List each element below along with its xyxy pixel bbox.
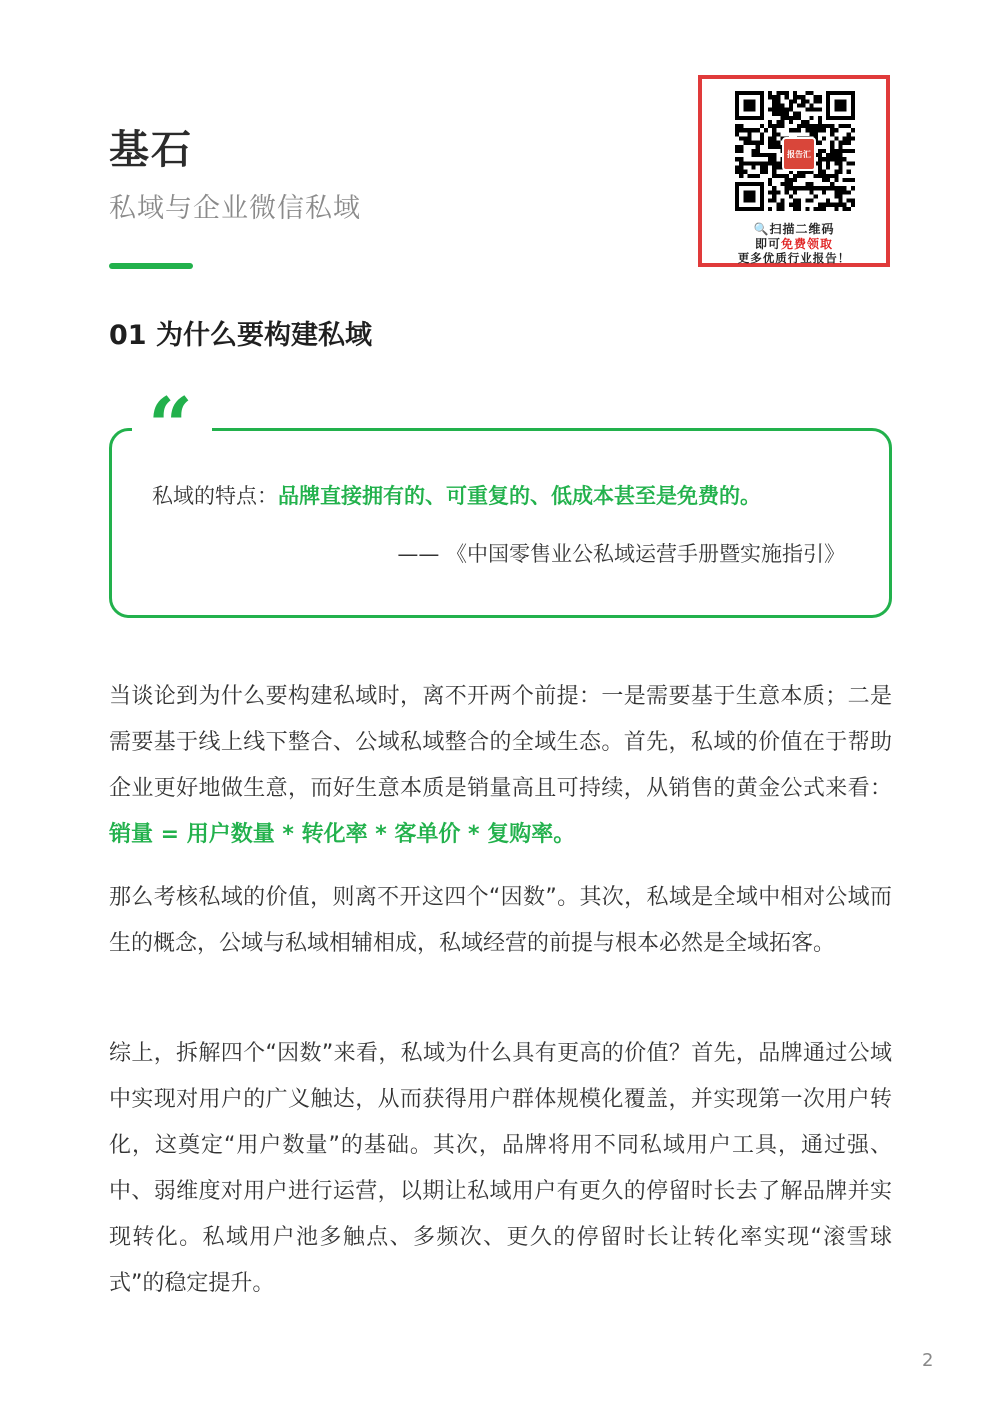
paragraph-3: 综上，拆解四个“因数”来看，私域为什么具有更高的价值？首先，品牌通过公域中实现对用户的广义触达，从而获得用户群体规模化覆盖，并实现第一次用户转化，这奠定“用户数量”的基础。其次，品牌将用不同私域用户工具，通过强、中、弱维度对用户进行运营，以期让私域用户有更久的停留时长去了解品牌并实现转化。私域用户池多触点、多频次、更久的停留时长让转化率实现“滚雪球式”的稳定提升。	[109, 1041, 892, 1296]
quote-box	[109, 428, 892, 618]
qr-caption-prefix: 即可	[754, 237, 781, 251]
quote-label: 私域的特点：	[152, 484, 278, 508]
qr-caption-scan: 扫描二维码	[769, 222, 835, 236]
quote-body: 品牌直接拥有的、可重复的、低成本甚至是免费的。	[278, 484, 761, 508]
page-number: 2	[922, 1350, 934, 1371]
chapter-subtitle: 私域与企业微信私域	[109, 193, 361, 224]
magnifier-icon: 🔍	[753, 222, 770, 236]
paragraph-1	[109, 674, 892, 858]
quote-mark-icon: “	[148, 381, 193, 472]
quote-text	[152, 480, 761, 510]
sales-formula: 销量 = 用户数量 * 转化率 * 客单价 * 复购率。	[109, 822, 576, 847]
paragraph-1-text: 当谈论到为什么要构建私域时，离不开两个前提：一是需要基于生意本质；二是需要基于线上线下整合、公域私域整合的全域生态。首先，私域的价值在于帮助企业更好地做生意，而好生意本质是销量高且可持续，从销售的黄金公式来看：	[109, 684, 892, 801]
quote-source: —— 《中国零售业公私域运营手册暨实施指引》	[397, 542, 845, 566]
paragraph-2: 那么考核私域的价值，则离不开这四个“因数”。其次，私域是全域中相对公域而生的概念，公域与私域相辅相成，私域经营的前提与根本必然是全域拓客。	[109, 885, 892, 956]
qr-caption-line3: 更多优质行业报告！	[737, 251, 851, 265]
qr-panel[interactable]	[698, 75, 890, 267]
qr-caption-free: 免费领取	[781, 237, 834, 251]
chapter-title: 基石	[109, 127, 193, 173]
qr-brand-badge: 报告汇	[782, 137, 816, 171]
section-heading: 01 为什么要构建私域	[109, 320, 372, 351]
title-underline	[109, 263, 193, 269]
